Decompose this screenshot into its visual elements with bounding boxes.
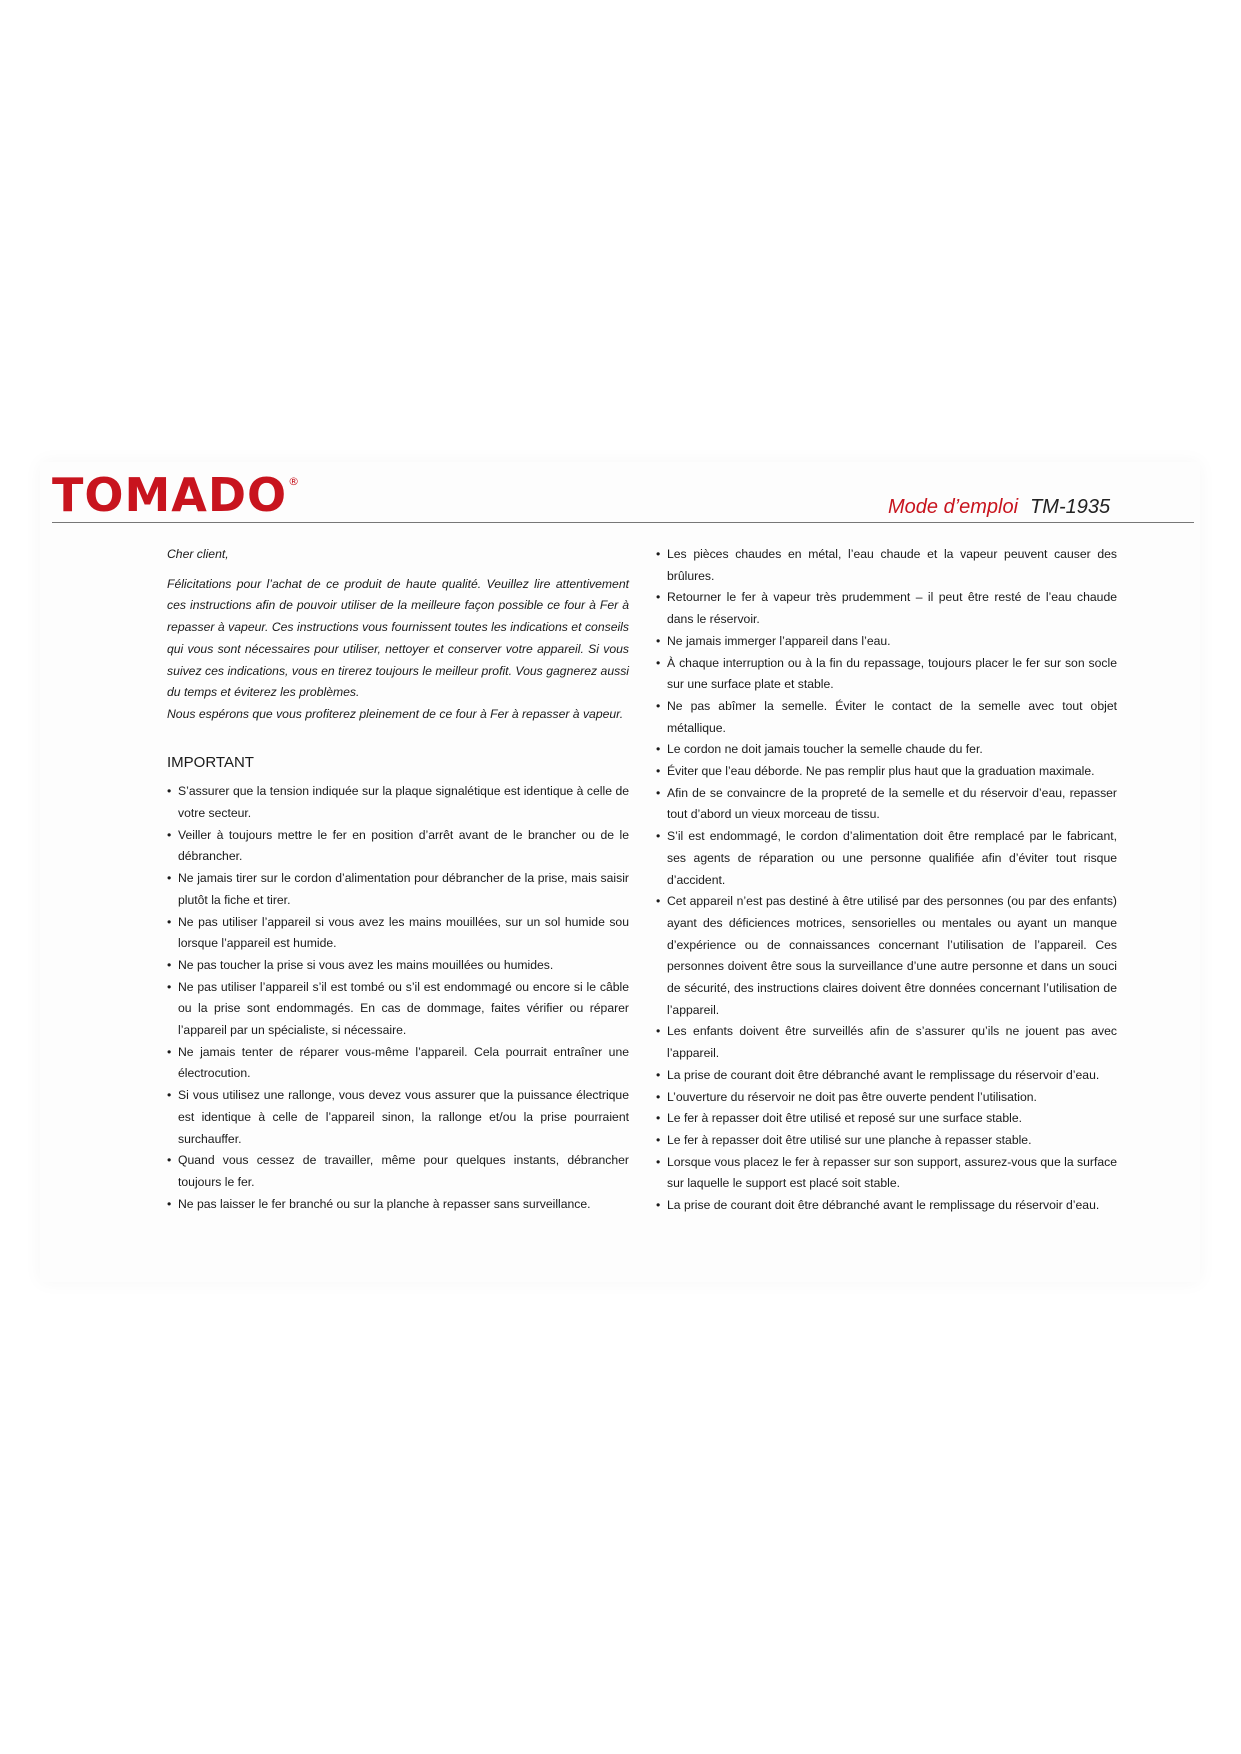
list-item: • Ne jamais tenter de réparer vous-même l’appareil. Cela pourrait entraîner une électrocution.: [167, 1042, 629, 1085]
list-item: • Ne pas toucher la prise si vous avez les mains mouillées ou humides.: [167, 955, 629, 977]
list-item: • Ne pas utiliser l’appareil s’il est tombé ou s’il est endommagé ou encore si le câble ou la prise sont endommagés. En cas de dommage, faites vérifier ou réparer l’appareil par un spécialiste, si nécessaire.: [167, 977, 629, 1042]
right-column: [656, 544, 1117, 1217]
list-item: • Afin de se convaincre de la propreté de la semelle et du réservoir d’eau, repasser tout d’abord un vieux morceau de tissu.: [656, 783, 1117, 826]
list-item: • À chaque interruption ou à la fin du repassage, toujours placer le fer sur son socle sur une surface plate et stable.: [656, 653, 1117, 696]
registered-mark: ®: [288, 475, 301, 488]
left-column: [167, 544, 629, 1215]
closing-paragraph: Nous espérons que vous profiterez pleinement de ce four à Fer à repasser à vapeur.: [167, 706, 624, 721]
intro-paragraph: Félicitations pour l’achat de ce produit de haute qualité. Veuillez lire attentivement ces instructions afin de pouvoir utiliser de la meilleure façon possible ce four à Fer à repasser à vapeur. Ces instructions vous fournissent toutes les indications et conseils qui vous sont nécessaires pour utiliser, nettoyer et conserver votre appareil. Si vous suivez ces indications, vous en tirerez toujours le meilleur profit. Vous gagnerez aussi du temps et éviterez les problèmes.: [167, 576, 629, 700]
list-item: • Les enfants doivent être surveillés afin de s’assurer qu’ils ne jouent pas avec l’appareil.: [656, 1021, 1117, 1064]
list-item: • Le cordon ne doit jamais toucher la semelle chaude du fer.: [656, 739, 1117, 761]
header-divider: [52, 522, 1194, 523]
salutation: Cher client,: [167, 547, 229, 561]
model-number: TM-1935: [1030, 496, 1111, 518]
list-item: • Les pièces chaudes en métal, l’eau chaude et la vapeur peuvent causer des brûlures.: [656, 544, 1117, 587]
list-item: • Ne jamais tirer sur le cordon d’alimentation pour débrancher de la prise, mais saisir plutôt la fiche et tirer.: [167, 868, 629, 911]
list-item: • Le fer à repasser doit être utilisé et reposé sur une surface stable.: [656, 1108, 1117, 1130]
brand-name: TOMADO: [52, 468, 288, 522]
brand-logo: [52, 468, 301, 522]
list-item: • Le fer à repasser doit être utilisé sur une planche à repasser stable.: [656, 1130, 1117, 1152]
list-item: • S’il est endommagé, le cordon d’alimentation doit être remplacé par le fabricant, ses agents de réparation ou une personne qualifiée afin d’éviter tout risque d’accident.: [656, 826, 1117, 891]
list-item: • Ne pas abîmer la semelle. Éviter le contact de la semelle avec tout objet métallique.: [656, 696, 1117, 739]
list-item: • Ne pas utiliser l’appareil si vous avez les mains mouillées, sur un sol humide sou lorsque l’appareil est humide.: [167, 912, 629, 955]
list-item: • Quand vous cessez de travailler, même pour quelques instants, débrancher toujours le fer.: [167, 1150, 629, 1193]
list-item: • La prise de courant doit être débranché avant le remplissage du réservoir d’eau.: [656, 1065, 1117, 1087]
list-item: • La prise de courant doit être débranché avant le remplissage du réservoir d’eau.: [656, 1195, 1117, 1217]
list-item: • Ne pas laisser le fer branché ou sur la planche à repasser sans surveillance.: [167, 1194, 629, 1216]
list-item: • L’ouverture du réservoir ne doit pas être ouverte pendent l’utilisation.: [656, 1087, 1117, 1109]
list-item: • Éviter que l’eau déborde. Ne pas remplir plus haut que la graduation maximale.: [656, 761, 1117, 783]
safety-list-left: [167, 781, 629, 1215]
safety-list-right: [656, 544, 1117, 1217]
list-item: • Lorsque vous placez le fer à repasser sur son support, assurez-vous que la surface sur laquelle le support est placé soit stable.: [656, 1152, 1117, 1195]
document-title: [888, 496, 1110, 519]
list-item: • Retourner le fer à vapeur très prudemment – il peut être resté de l’eau chaude dans le réservoir.: [656, 587, 1117, 630]
list-item: • Cet appareil n’est pas destiné à être utilisé par des personnes (ou par des enfants) ayant des déficiences motrices, sensorielles ou mentales ou ayant un manque d’expérience ou de connaissances concernant l’utilisation de l’appareil. Ces personnes doivent être sous la surveillance d’une autre personne et dans un souci de sécurité, des instructions claires doivent être données concernant l’utilisation de l’appareil.: [656, 891, 1117, 1021]
doc-title-label: Mode d’emploi: [888, 496, 1019, 518]
list-item: • Ne jamais immerger l’appareil dans l’eau.: [656, 631, 1117, 653]
list-item: • S’assurer que la tension indiquée sur la plaque signalétique est identique à celle de votre secteur.: [167, 781, 629, 824]
list-item: • Si vous utilisez une rallonge, vous devez vous assurer que la puissance électrique est identique à celle de l’appareil sinon, la rallonge et/ou la prise pourraient surchauffer.: [167, 1085, 629, 1150]
list-item: • Veiller à toujours mettre le fer en position d’arrêt avant de le brancher ou de le débrancher.: [167, 825, 629, 868]
section-heading: IMPORTANT: [167, 753, 254, 771]
